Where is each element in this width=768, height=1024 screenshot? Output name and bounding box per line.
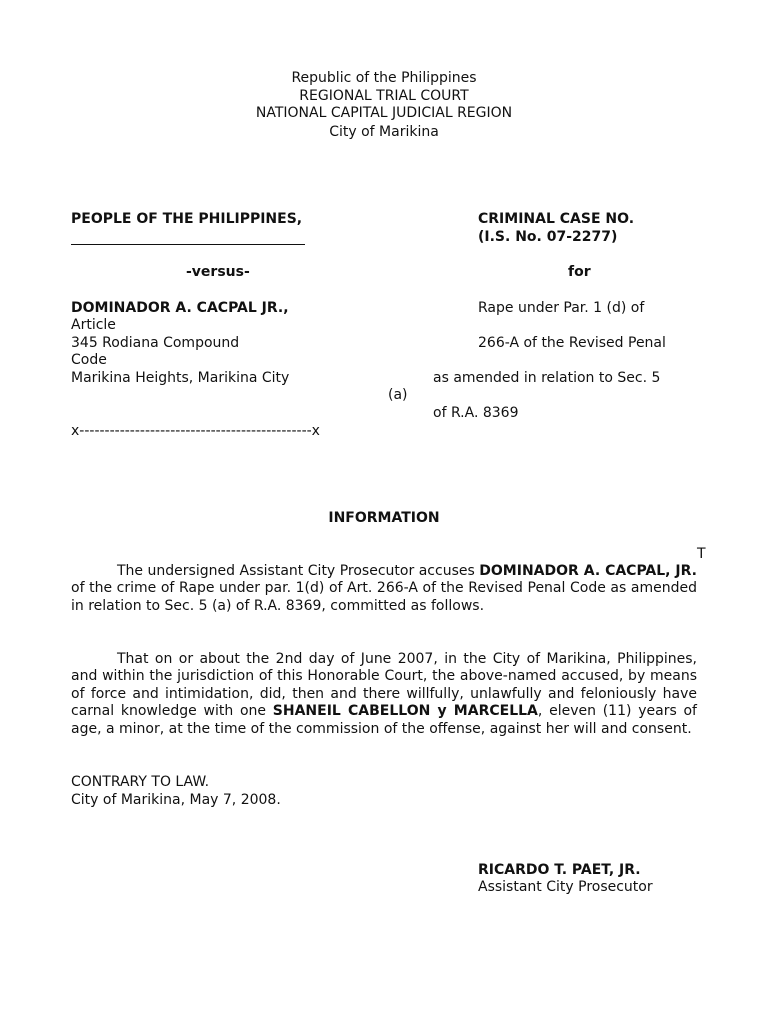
accused-name-inline: DOMINADOR A. CACPAL, JR. [479, 563, 697, 579]
caption-plaintiff: PEOPLE OF THE PHILIPPINES, [71, 211, 303, 227]
victim-name-inline: SHANEIL CABELLON y MARCELLA [272, 703, 538, 720]
caption-versus: -versus- [186, 264, 250, 280]
header-region: NATIONAL CAPITAL JUDICIAL REGION [255, 105, 513, 121]
stray-letter: T [697, 546, 706, 562]
case-number-label: CRIMINAL CASE NO. [478, 211, 635, 227]
is-number: (I.S. No. 07-2277) [478, 229, 618, 245]
paragraph-facts-text-b: , eleven (11) years of age, a minor, at the time of the commission of the offense, against her will and consent. [71, 703, 697, 737]
signatory-name: RICARDO T. PAET, JR. [478, 862, 641, 878]
charge-line-a: (a) [388, 387, 408, 403]
caption-accused-line4: Marikina Heights, Marikina City [71, 370, 290, 386]
caption-accused-line3: Code [71, 352, 107, 368]
charge-line2: 266-A of the Revised Penal [478, 335, 666, 351]
caption-accused-name: DOMINADOR A. CACPAL JR., [71, 300, 289, 316]
charge-line4: of R.A. 8369 [433, 405, 519, 421]
place-and-date: City of Marikina, May 7, 2008. [71, 792, 281, 808]
header-court: REGIONAL TRIAL COURT [299, 88, 469, 104]
charge-line3: as amended in relation to Sec. 5 [433, 370, 661, 386]
header-city: City of Marikina [329, 124, 439, 140]
paragraph-accusation [71, 563, 697, 615]
paragraph-accusation-text-b: of the crime of Rape under par. 1(d) of Art. 266-A of the Revised Penal Code as amended in relation to Sec. 5 (a) of R.A. 8369, committed as follows. [71, 580, 697, 614]
charge-line1: Rape under Par. 1 (d) of [478, 300, 645, 316]
paragraph-facts [71, 651, 697, 738]
caption-for: for [568, 264, 591, 280]
signatory-title: Assistant City Prosecutor [478, 879, 653, 895]
header-republic: Republic of the Philippines [291, 70, 477, 86]
contrary-to-law: CONTRARY TO LAW. [71, 774, 210, 790]
caption-separator: x----------------------------------------------x [71, 423, 320, 439]
paragraph-facts-text-a: That on or about the 2nd day of June 2007, in the City of Marikina, Philippines, and within the jurisdiction of this Honorable Court, the above-named accused, by means of force and intimidation, did, then and there willfully, unlawfully and feloniously have carnal knowledge with one [71, 651, 697, 720]
document-title: INFORMATION [328, 510, 440, 526]
plaintiff-underline [71, 244, 305, 245]
caption-accused-line2: 345 Rodiana Compound [71, 335, 240, 351]
paragraph-accusation-text-a: The undersigned Assistant City Prosecutor accuses [117, 563, 480, 579]
caption-accused-line1: Article [71, 317, 116, 333]
